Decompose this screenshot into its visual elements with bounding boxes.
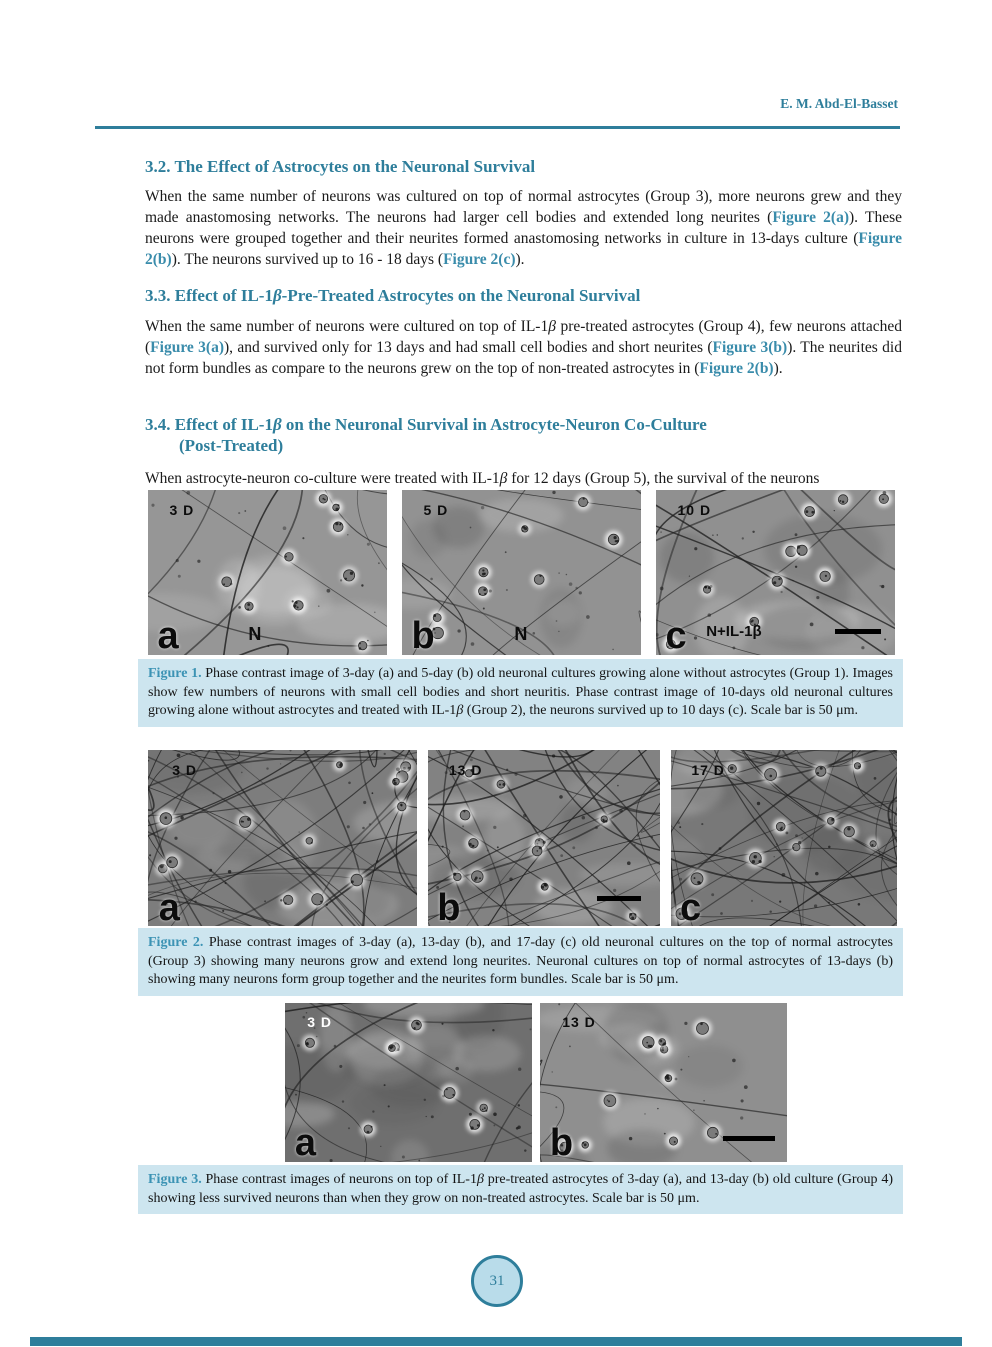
heading-3-4-line2: (Post-Treated) (179, 436, 284, 456)
text-segment: β (548, 317, 556, 335)
panel-letter: a (294, 1122, 317, 1162)
panel-letter: a (158, 886, 180, 926)
page-number: 31 (489, 1272, 505, 1289)
text-segment: Phase contrast image of 3-day (a) and 5-day (b) old neuronal cultures growing alone without astrocytes (Group 1). Images show few numbers of neurons with small cell bodies and short neuritis. Phase contrast image of 10-days old neuronal cultures growing alone without astrocytes and treated with IL-1 (148, 666, 893, 718)
panel-letter: c (665, 615, 687, 655)
text-segment: β (456, 703, 464, 718)
text-segment: Figure 2. (148, 935, 204, 950)
text-segment: Figure 1. (148, 666, 202, 681)
paragraph-3-4 (145, 468, 902, 489)
figure1-panel-c (656, 490, 895, 655)
text-segment: β (499, 469, 508, 487)
text-segment: When astrocyte-neuron co-culture were treated with IL-1 (145, 469, 500, 487)
figure2-panel-b (428, 750, 660, 926)
text-segment: When the same number of neurons was cultured on top of normal astrocytes (Group 3), more neurons grew and they made anastomosing networks. The neurons had larger cell bodies and extended long neurites ( (145, 187, 902, 226)
text-segment: ). These neurons were grouped together and their neurites formed anastomosing networks in culture in 13-days culture ( (145, 208, 902, 247)
figure-reference-link[interactable]: Figure 2(a) (772, 208, 850, 226)
scale-bar (723, 1136, 775, 1141)
neuron-annotation: N (514, 624, 528, 645)
scale-bar (835, 629, 881, 634)
text-segment: Phase contrast images of 3-day (a), 13-day (b), and 17-day (c) old neuronal cultures on the top of normal astrocytes (Group 3) showing many neurons grow and extend long neurites. Neuronal cultures on top of normal astrocytes of 13-days (b) showing many neurons form group together and the neurites form bundles. Scale bar is 50 μm. (148, 935, 894, 987)
header-rule (95, 126, 900, 129)
text-segment: 3.3. Effect of IL-1 (145, 286, 273, 306)
neuron-annotation: N+IL-1β (706, 623, 762, 641)
figure2-caption (138, 928, 903, 996)
panel-letter: b (549, 1122, 574, 1162)
running-head-author: E. M. Abd-El-Basset (780, 96, 898, 111)
text-segment: β (476, 1172, 484, 1187)
text-segment: β (272, 415, 282, 435)
figure-reference-link[interactable]: Figure 2(c) (443, 250, 516, 268)
page-number-badge (471, 1255, 523, 1307)
text-segment: pre-treated astrocytes (Group 4), few neurons attached ( (145, 317, 902, 356)
section-heading-3-4 (145, 414, 902, 456)
figure2-panel-c (671, 750, 897, 926)
figure1-caption (138, 659, 903, 727)
section-heading-3-2: 3.2. The Effect of Astrocytes on the Neuronal Survival (145, 157, 536, 177)
figure-reference-link[interactable]: Figure 3(a) (150, 338, 224, 356)
text-segment: ). The neurites did not form bundles as compare to the neurons grew on the top of non-treated astrocytes in ( (145, 338, 902, 377)
figure-reference-link[interactable]: Figure 2(b) (699, 359, 774, 377)
text-segment: ). The neurons survived up to 16 - 18 days ( (171, 250, 444, 268)
text-segment: When the same number of neurons were cultured on top of IL-1 (145, 317, 549, 335)
day-label: 10 D (677, 501, 712, 518)
figure3-panel-a (285, 1003, 532, 1162)
day-label: 5 D (423, 501, 449, 518)
panel-letter: b (411, 615, 435, 655)
figure3-images (285, 1003, 788, 1162)
day-label: 3 D (172, 762, 197, 779)
text-segment: pre-treated astrocytes of 3-day (a), and 13-day (b) old culture (Group 4) showing less survived neurons than when they grow on non-treated astrocytes. Scale bar is 50 μm. (148, 1172, 893, 1206)
heading-3-4-line1 (145, 415, 707, 434)
text-segment: -Pre-Treated Astrocytes on the Neuronal Survival (281, 286, 641, 306)
day-label: 13 D (448, 762, 483, 779)
section-heading-3-3 (145, 285, 902, 306)
panel-letter: b (437, 886, 461, 926)
neuron-annotation: N (248, 624, 262, 645)
panel-letter: a (157, 615, 179, 655)
text-segment: for 12 days (Group 5), the survival of the neurons (507, 469, 820, 487)
text-segment: (Group 2), the neurons survived up to 10 days (c). Scale bar is 50 μm. (463, 703, 859, 718)
figure1-panel-b (402, 490, 641, 655)
text-segment: ), and survived only for 13 days and had small cell bodies and short neurites ( (223, 338, 713, 356)
figure2-images (148, 750, 897, 926)
day-label: 3 D (169, 501, 195, 518)
figure1-panel-a (148, 490, 387, 655)
scale-bar (597, 896, 641, 901)
figure1-images (148, 490, 895, 655)
panel-letter: c (680, 886, 702, 926)
day-label: 13 D (562, 1014, 596, 1031)
text-segment: ). (515, 250, 525, 268)
text-segment: on the Neuronal Survival in Astrocyte-Neuron Co-Culture (281, 415, 707, 435)
paragraph-3-3 (145, 316, 902, 379)
day-label: 17 D (691, 762, 725, 779)
figure2-panel-a (148, 750, 417, 926)
footer-bar (30, 1337, 962, 1346)
figure3-caption (138, 1165, 903, 1214)
paragraph-3-2 (145, 186, 902, 270)
figure-reference-link[interactable]: Figure 3(b) (712, 338, 788, 356)
text-segment: 3.4. Effect of IL-1 (145, 415, 273, 435)
figure-reference-link[interactable]: Figure 2(b) (145, 229, 902, 268)
figure3-panel-b (540, 1003, 787, 1162)
text-segment: β (272, 286, 282, 306)
text-segment: Figure 3. (148, 1172, 202, 1187)
day-label: 3 D (307, 1014, 333, 1031)
text-segment: Phase contrast images of neurons on top of IL-1 (201, 1172, 477, 1187)
text-segment: ). (773, 359, 783, 377)
